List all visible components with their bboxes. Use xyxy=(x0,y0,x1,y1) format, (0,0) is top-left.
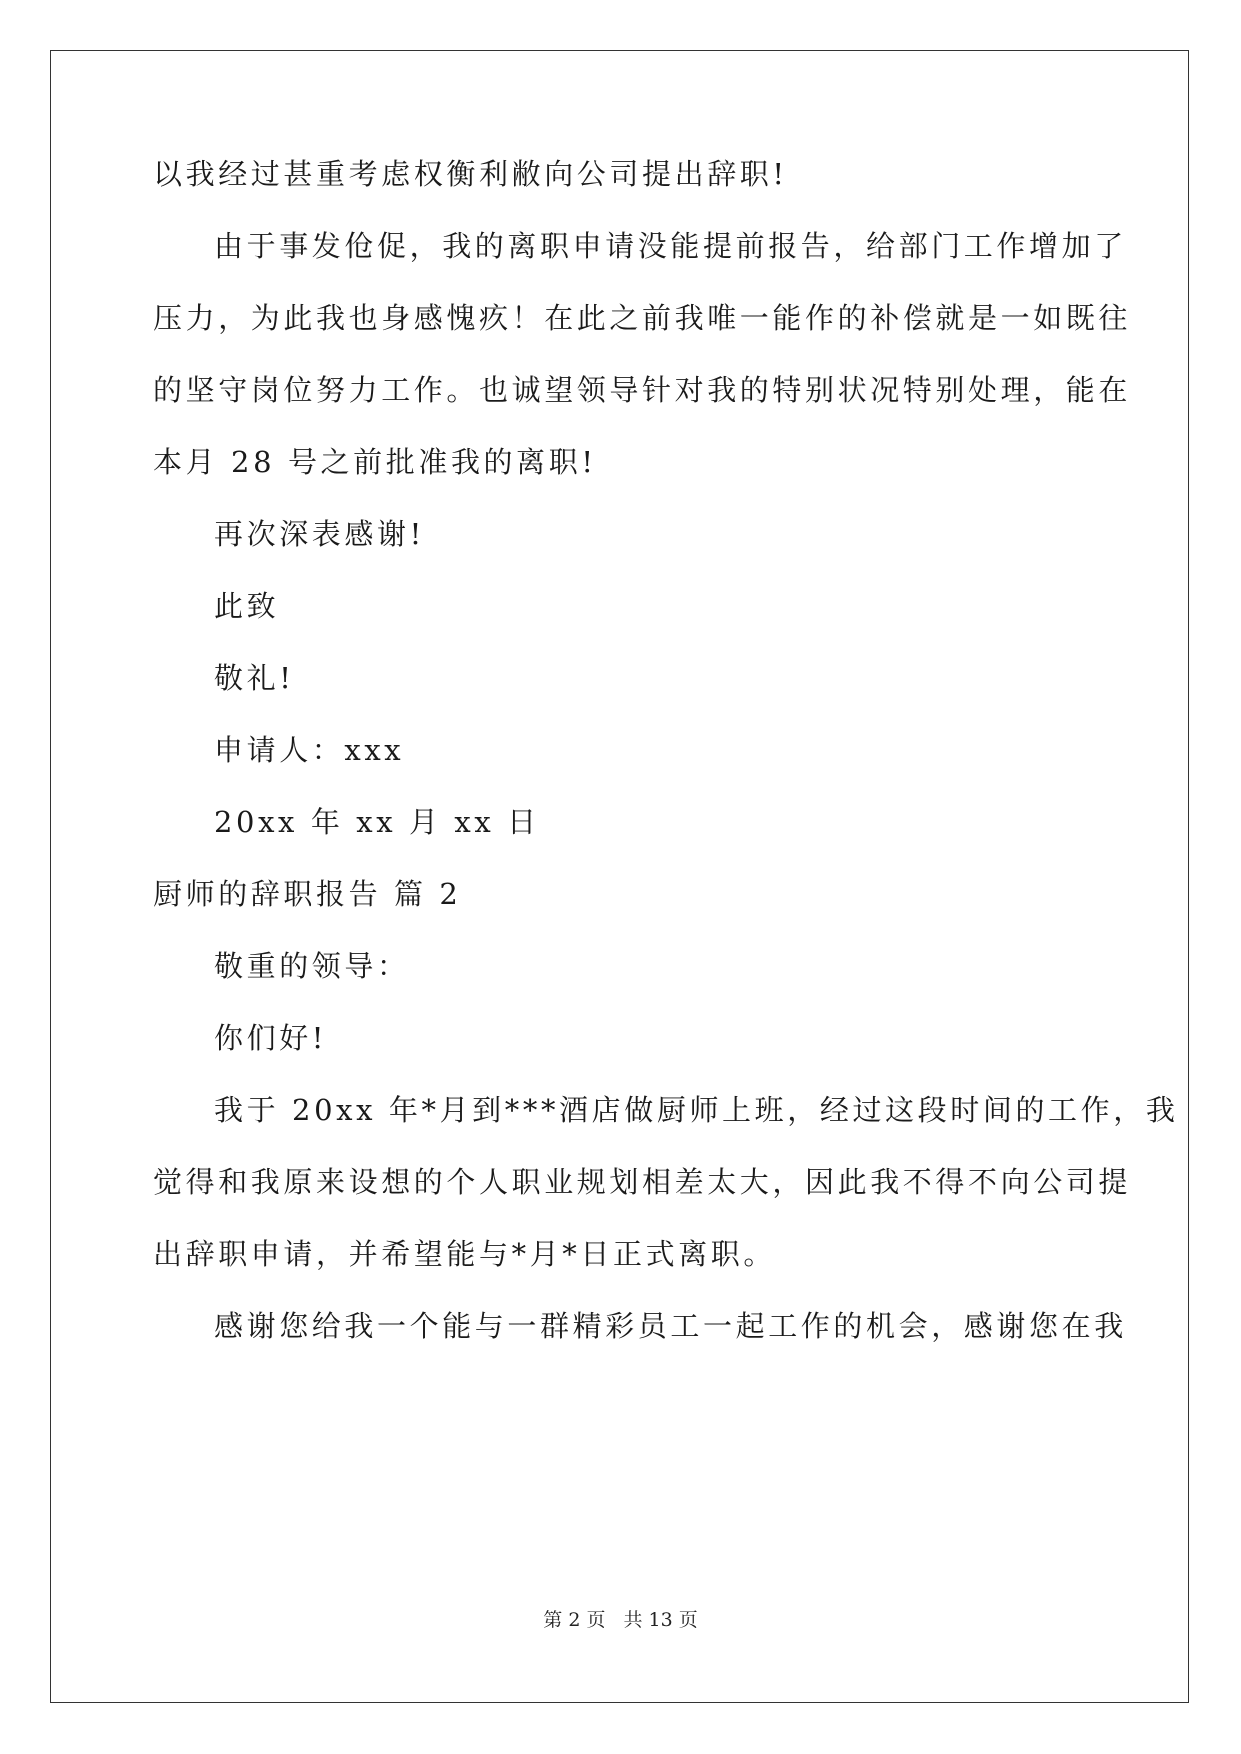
section-heading: 厨师的辞职报告 篇 2 xyxy=(153,877,462,911)
letter-date: 20xx 年 xx 月 xx 日 xyxy=(214,805,540,839)
page-total: 共 13 页 xyxy=(623,1609,698,1631)
body-line-16: 出辞职申请，并希望能与*月*日正式离职。 xyxy=(153,1237,777,1271)
body-line-3: 压力，为此我也身感愧疚！在此之前我唯一能作的补偿就是一如既往 xyxy=(153,301,1132,335)
body-line-15: 觉得和我原来设想的个人职业规划相差太大，因此我不得不向公司提 xyxy=(153,1165,1132,1199)
body-line-2: 由于事发伧促，我的离职申请没能提前报告，给部门工作增加了 xyxy=(214,229,1127,263)
body-line-14: 我于 20xx 年*月到***酒店做厨师上班，经过这段时间的工作，我 xyxy=(214,1093,1179,1127)
greeting-hello: 你们好! xyxy=(214,1021,328,1055)
body-line-4: 的坚守岗位努力工作。也诚望领导针对我的特别状况特别处理，能在 xyxy=(153,373,1132,407)
page-footer xyxy=(0,1608,1241,1632)
body-line-1: 以我经过甚重考虑权衡利敝向公司提出辞职! xyxy=(153,157,788,191)
salutation-jingli: 敬礼! xyxy=(214,661,295,695)
body-line-17: 感谢您给我一个能与一群精彩员工一起工作的机会，感谢您在我 xyxy=(214,1309,1127,1343)
greeting-leader: 敬重的领导： xyxy=(214,949,410,983)
closing-thanks: 再次深表感谢! xyxy=(214,517,425,551)
body-line-5: 本月 28 号之前批准我的离职! xyxy=(153,445,597,479)
salutation-cizhi: 此致 xyxy=(214,589,280,623)
applicant-name: 申请人：xxx xyxy=(214,733,405,767)
page-number: 第 2 页 xyxy=(543,1609,606,1631)
